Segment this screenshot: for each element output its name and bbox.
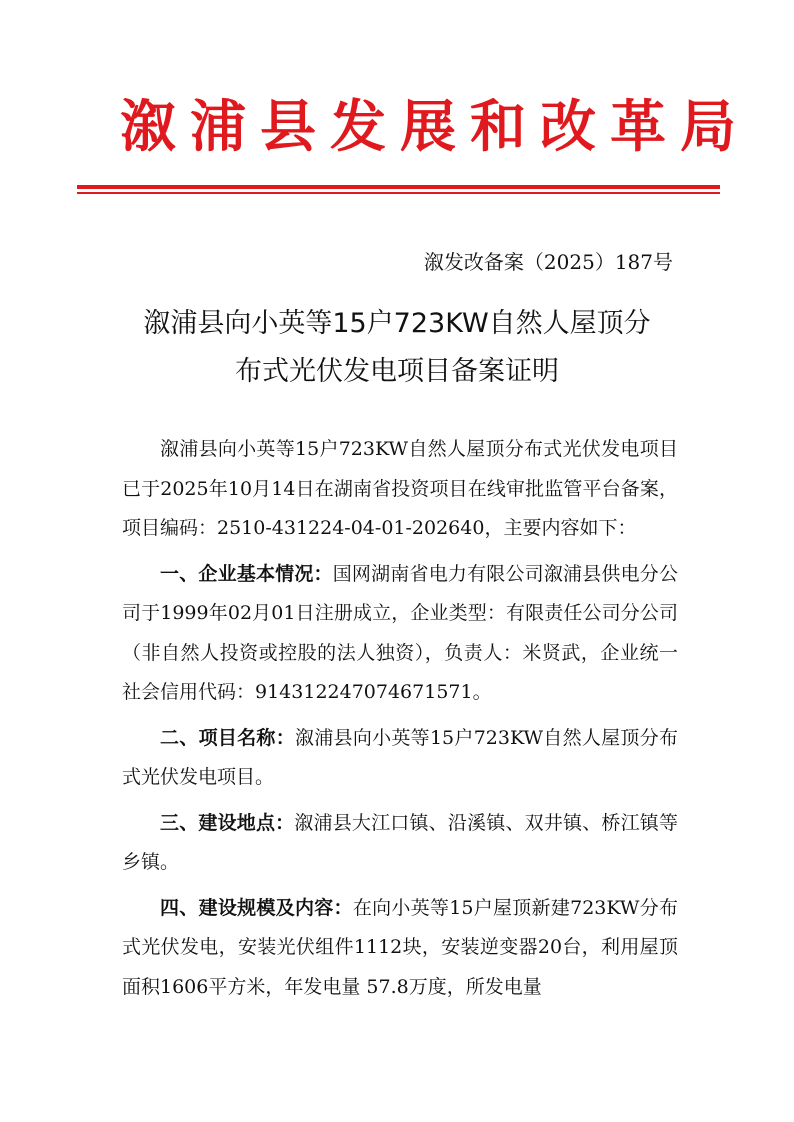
header-rule-thick xyxy=(77,185,720,189)
heading-line-2: 布式光伏发电项目备案证明 xyxy=(235,356,559,387)
heading-line-1: 溆浦县向小英等15户723KW自然人屋顶分 xyxy=(143,308,651,339)
agency-title: 溆浦县发展和改革局 xyxy=(120,95,750,160)
document-body xyxy=(122,430,678,1007)
section-label: 一、企业基本情况： xyxy=(160,562,333,585)
section-enterprise-info xyxy=(122,555,678,713)
section-text: 溆浦县向小英等15户723KW自然人屋顶分布式光伏发电项目。 xyxy=(122,726,678,788)
section-project-name xyxy=(122,719,678,798)
section-location xyxy=(122,804,678,883)
header-rule-thin xyxy=(77,192,720,194)
document-number: 溆发改备案（2025）187号 xyxy=(423,250,673,274)
section-text: 溆浦县大江口镇、沿溪镇、双井镇、桥江镇等乡镇。 xyxy=(122,811,678,873)
section-scale-content xyxy=(122,889,678,1008)
section-text: 国网湖南省电力有限公司溆浦县供电分公司于1999年02月01日注册成立，企业类型：有限责任公司分公司（非自然人投资或控股的法人独资），负责人：米贤武，企业统一社会信用代码：914312247074671571。 xyxy=(122,562,678,703)
section-label: 二、项目名称： xyxy=(160,726,295,749)
section-text: 在向小英等15户屋顶新建723KW分布式光伏发电，安装光伏组件1112块，安装逆变器20台，利用屋顶面积1606平方米，年发电量 57.8万度，所发电量 xyxy=(122,896,678,998)
section-label: 四、建设规模及内容： xyxy=(160,896,353,919)
section-label: 三、建设地点： xyxy=(160,811,295,834)
document-heading xyxy=(100,300,694,396)
intro-paragraph: 溆浦县向小英等15户723KW自然人屋顶分布式光伏发电项目已于2025年10月14日在湖南省投资项目在线审批监管平台备案，项目编码：2510-431224-04-01-202640，主要内容如下： xyxy=(122,438,678,539)
